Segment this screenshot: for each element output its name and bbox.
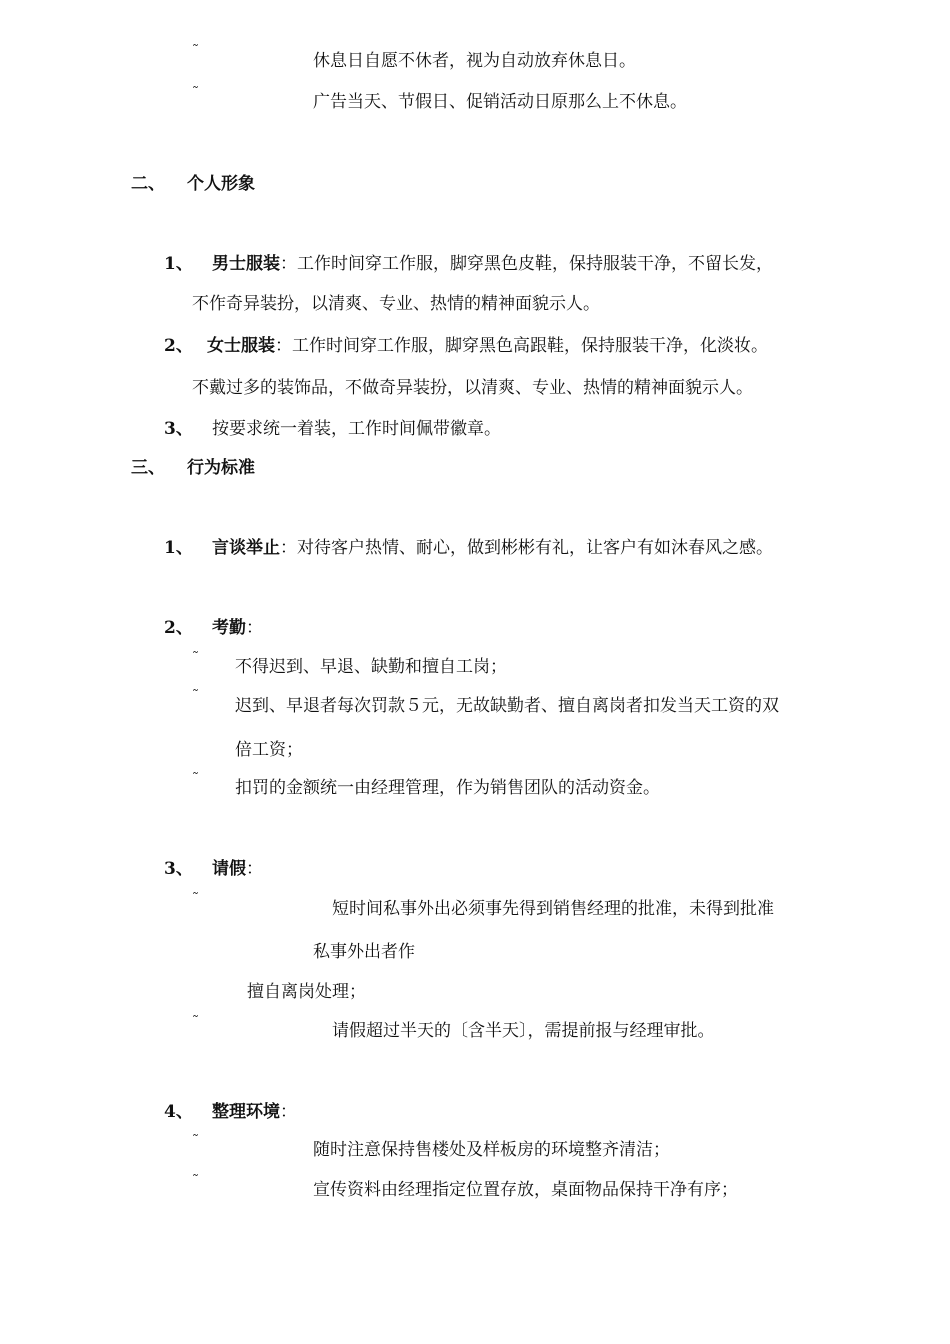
bullet-mark: ˜ [192, 771, 199, 787]
bullet-mark: ˜ [192, 650, 199, 666]
item-label: 考勤 [212, 618, 246, 638]
item-colon: ： [280, 1102, 297, 1122]
item-number: 1、 [164, 254, 193, 274]
item-number: 2、 [164, 336, 193, 356]
item-colon: ： [246, 859, 263, 879]
item-label: 女士服装 [207, 336, 275, 356]
item-label: 整理环境 [212, 1102, 280, 1122]
item-continuation: 不戴过多的装饰品，不做奇异装扮，以清爽、专业、热情的精神面貌示人。 [192, 378, 753, 398]
rest-day-rule-2: 广告当天、节假日、促销活动日原那么上不休息。 [313, 92, 687, 112]
item-number: 3、 [164, 419, 193, 439]
item-colon: ： [280, 254, 297, 274]
item-text: 工作时间穿工作服，脚穿黑色高跟鞋，保持服装干净，化淡妆。 [292, 336, 768, 356]
item-number: 2、 [164, 618, 193, 638]
section-title: 行为标准 [187, 458, 255, 478]
rest-day-rule-1: 休息日自愿不休者，视为自动放弃休息日。 [313, 51, 636, 71]
leave-rule-1: 短时间私事外出必须事先得到销售经理的批准，未得到批准 [332, 899, 774, 919]
bullet-mark: ˜ [192, 688, 199, 704]
bullet-mark: ˜ [192, 1133, 199, 1149]
environment-rule-2: 宣传资料由经理指定位置存放，桌面物品保持干净有序； [313, 1180, 738, 1200]
item-text: 对待客户热情、耐心，做到彬彬有礼，让客户有如沐春风之感。 [297, 538, 773, 558]
item-number: 3、 [164, 859, 193, 879]
bullet-mark: ˜ [192, 1014, 199, 1030]
item-colon: ： [280, 538, 297, 558]
item-line [212, 620, 263, 637]
item-continuation: 不作奇异装扮，以清爽、专业、热情的精神面貌示人。 [192, 294, 600, 314]
item-line [212, 1104, 297, 1121]
attendance-rule-1: 不得迟到、早退、缺勤和擅自工岗； [235, 657, 507, 677]
item-text: 按要求统一着装，工作时间佩带徽章。 [212, 419, 501, 439]
item-number: 1、 [164, 538, 193, 558]
item-text: 工作时间穿工作服，脚穿黑色皮鞋，保持服装干净，不留长发， [297, 254, 773, 274]
section-number: 三、 [131, 458, 165, 478]
section-title: 个人形象 [187, 174, 255, 194]
item-number: 4、 [164, 1102, 193, 1122]
environment-rule-1: 随时注意保持售楼处及样板房的环境整齐清洁； [313, 1140, 670, 1160]
leave-rule-1-continuation: 擅自离岗处理； [247, 982, 366, 1002]
item-line [212, 540, 773, 557]
item-label: 言谈举止 [212, 538, 280, 558]
item-line [212, 861, 263, 878]
item-colon: ： [275, 336, 292, 356]
leave-rule-1-continuation: 私事外出者作 [313, 942, 415, 962]
attendance-rule-2-continuation: 倍工资； [235, 740, 303, 760]
attendance-rule-3: 扣罚的金额统一由经理管理，作为销售团队的活动资金。 [235, 778, 660, 798]
item-line [212, 256, 773, 273]
section-number: 二、 [131, 174, 165, 194]
item-colon: ： [246, 618, 263, 638]
attendance-rule-2: 迟到、早退者每次罚款５元，无故缺勤者、擅自离岗者扣发当天工资的双 [235, 696, 779, 716]
item-line [207, 338, 768, 355]
bullet-mark: ˜ [192, 891, 199, 907]
bullet-mark: ˜ [192, 85, 199, 101]
bullet-mark: ˜ [192, 43, 199, 59]
item-label: 男士服装 [212, 254, 280, 274]
leave-rule-2: 请假超过半天的〔含半天〕，需提前报与经理审批。 [332, 1021, 715, 1041]
item-label: 请假 [212, 859, 246, 879]
bullet-mark: ˜ [192, 1173, 199, 1189]
